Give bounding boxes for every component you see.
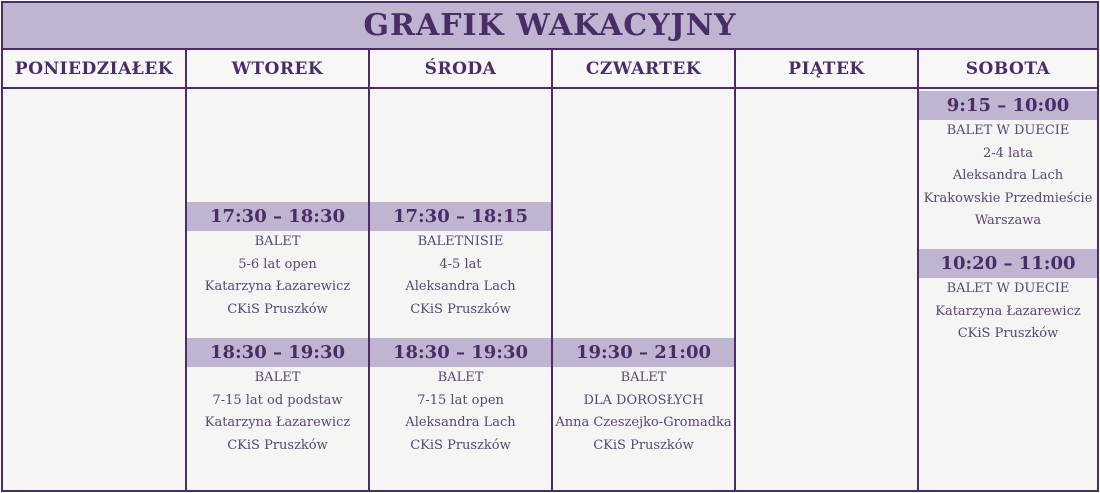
class-time: 18:30 – 19:30	[370, 338, 551, 367]
class-location: CKiS Pruszków	[593, 437, 694, 453]
class-block-czwartek-1	[553, 338, 734, 457]
class-location: CKiS Pruszków	[410, 437, 511, 453]
class-block-sroda-2	[370, 338, 551, 457]
day-header-piatek: PIĄTEK	[788, 58, 865, 79]
class-block-sroda-1	[370, 202, 551, 321]
class-block-wtorek-2	[187, 338, 368, 457]
day-header-wtorek: WTOREK	[231, 58, 324, 79]
class-instructor: Aleksandra Lach	[405, 415, 516, 430]
day-header-poniedzialek: PONIEDZIAŁEK	[14, 58, 174, 79]
class-location: CKiS Pruszków	[227, 437, 328, 453]
class-instructor: Katarzyna Łazarewicz	[204, 415, 351, 430]
class-name: BALET W DUECIE	[946, 281, 1070, 296]
class-age: DLA DOROSŁYCH	[583, 392, 704, 408]
class-instructor: Aleksandra Lach	[952, 168, 1064, 183]
day-header-sroda: ŚRODA	[424, 58, 497, 79]
class-name: BALET W DUECIE	[946, 123, 1070, 138]
class-age: 4-5 lat	[439, 256, 482, 272]
days-header-row	[3, 50, 1097, 89]
class-name: BALET	[437, 370, 484, 385]
day-header-sobota: SOBOTA	[965, 58, 1051, 79]
class-block-sobota-2	[919, 249, 1097, 346]
schedule-title: GRAFIK WAKACYJNY	[3, 3, 1097, 50]
class-name: BALET	[620, 370, 667, 385]
class-instructor: Aleksandra Lach	[405, 279, 516, 294]
class-time: 9:15 – 10:00	[919, 91, 1097, 120]
class-time: 10:20 – 11:00	[919, 249, 1097, 278]
day-header-czwartek: CZWARTEK	[585, 58, 702, 79]
class-time: 17:30 – 18:30	[187, 202, 368, 231]
class-age: 5-6 lat open	[238, 256, 317, 272]
class-city: Warszawa	[974, 213, 1042, 228]
class-time: 19:30 – 21:00	[553, 338, 734, 367]
class-time: 18:30 – 19:30	[187, 338, 368, 367]
class-instructor: Katarzyna Łazarewicz	[204, 279, 351, 294]
class-location: CKiS Pruszków	[227, 301, 328, 317]
class-instructor: Katarzyna Łazarewicz	[935, 303, 1081, 319]
class-age: 7-15 lat open	[417, 392, 504, 408]
class-name: BALET	[254, 370, 301, 385]
class-location: Krakowskie Przedmieście	[923, 190, 1093, 206]
class-location: CKiS Pruszków	[957, 326, 1059, 341]
class-age: 7-15 lat od podstaw	[212, 392, 343, 408]
class-name: BALET	[254, 234, 301, 249]
class-instructor: Anna Czeszejko-Gromadka	[555, 415, 732, 430]
column-divider	[734, 50, 736, 492]
class-block-wtorek-1	[187, 202, 368, 321]
class-time: 17:30 – 18:15	[370, 202, 551, 231]
class-location: CKiS Pruszków	[410, 301, 511, 317]
class-block-sobota-1	[919, 91, 1097, 233]
class-age: 2-4 lata	[983, 145, 1033, 161]
class-name: BALETNISIE	[417, 234, 504, 249]
schedule-table	[1, 1, 1099, 492]
